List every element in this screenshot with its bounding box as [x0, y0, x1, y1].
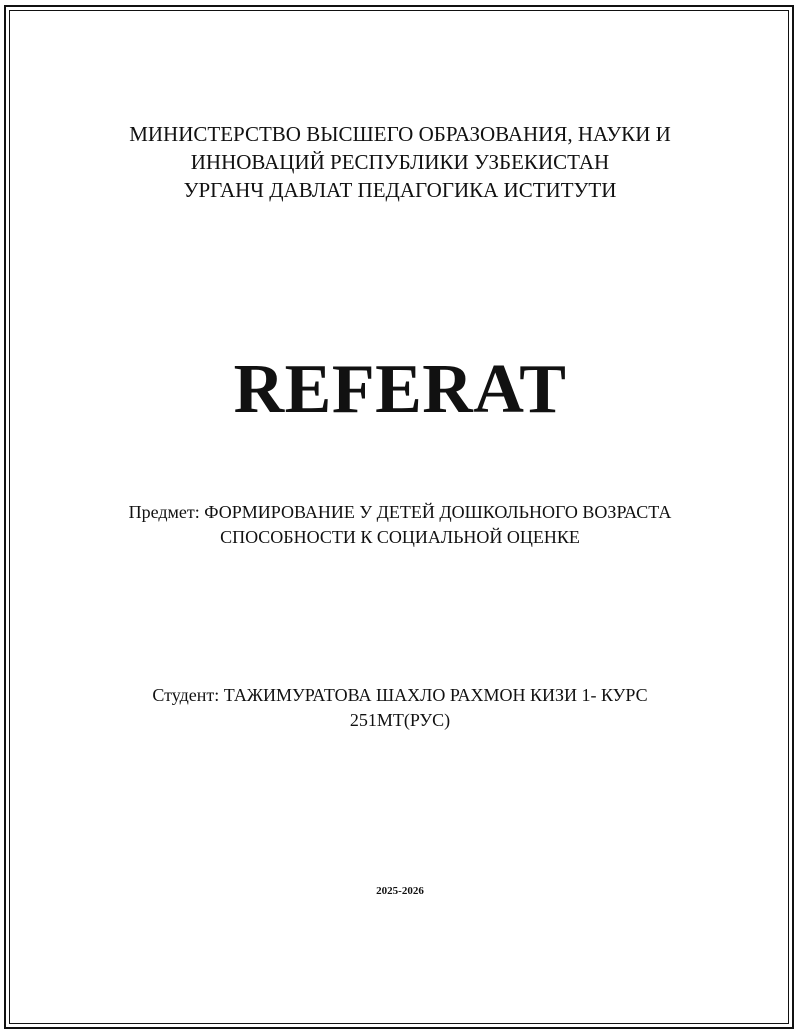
academic-year: 2025-2026	[376, 885, 424, 897]
document-title: REFERAT	[233, 351, 567, 428]
institution-line-2: ИННОВАЦИЙ РЕСПУБЛИКИ УЗБЕКИСТАН	[190, 150, 610, 174]
institution-line-1: МИНИСТЕРСТВО ВЫСШЕГО ОБРАЗОВАНИЯ, НАУКИ И	[129, 122, 671, 146]
institution-line-3: УРГАНЧ ДАВЛАТ ПЕДАГОГИКА ИСТИТУТИ	[183, 178, 617, 202]
student-line-1: Студент: ТАЖИМУРАТОВА ШАХЛО РАХМОН КИЗИ 1- КУРС	[152, 685, 648, 705]
student-line-2: 251МТ(РУС)	[349, 710, 451, 730]
subject-line-2: СПОСОБНОСТИ К СОЦИАЛЬНОЙ ОЦЕНКЕ	[220, 527, 580, 547]
subject-line-1: Предмет: ФОРМИРОВАНИЕ У ДЕТЕЙ ДОШКОЛЬНОГО ВОЗРАСТА	[128, 502, 672, 522]
